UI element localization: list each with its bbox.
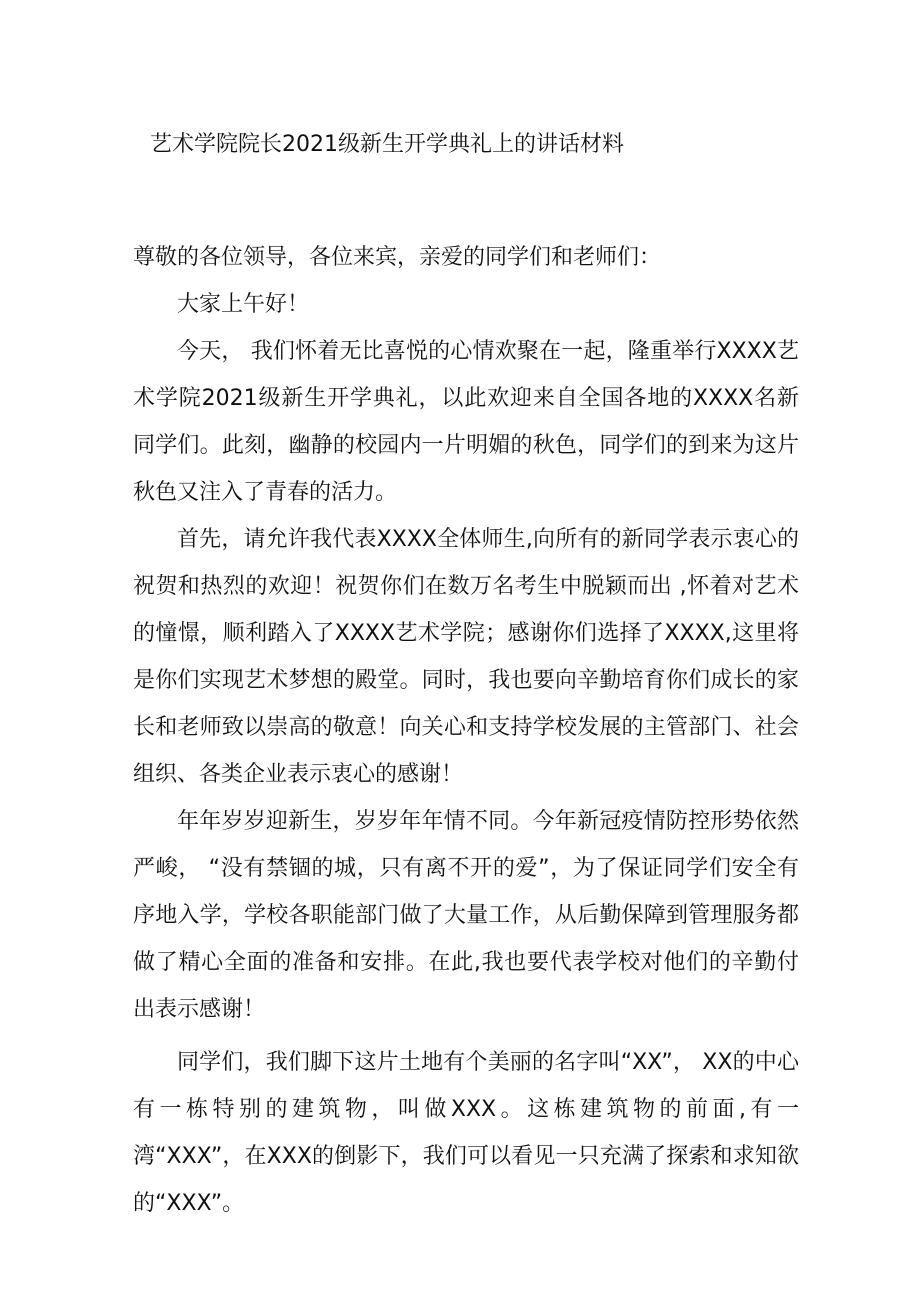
paragraph-epidemic: 年年岁岁迎新生，岁岁年年情不同。今年新冠疫情防控形势依然严峻， “没有禁锢的城，只有离不开的爱”，为了保证同学们安全有序地入学，学校各职能部门做了大量工作，从后勤保障到管理服务都做了精心全面的准备和安排。在此,我也要代表学校对他们的辛勤付出表示感谢！ [133,809,799,1022]
document-title: 艺术学院院长2021级新生开学典礼上的讲话材料 [150,132,624,157]
greeting-line: 大家上午好！ [177,292,310,317]
paragraph-campus: 同学们，我们脚下这片土地有个美丽的名字叫“XX”， XX的中心有一栋特别的建筑物，叫做XXX。这栋建筑物的前面,有一湾“XXX”，在XXX的倒影下，我们可以看见一只充满了探索和求知欲的“XXX”。 [133,1050,799,1216]
paragraph-welcome: 首先，请允许我代表XXXX全体师生,向所有的新同学表示衷心的祝贺和热烈的欢迎！祝贺你们在数万名考生中脱颖而出 ,怀着对艺术的憧憬，顺利踏入了XXXX艺术学院；感谢你们选择了XXXX,这里将是你们实现艺术梦想的殿堂。同时，我也要向辛勤培育你们成长的家长和老师致以崇高的敬意！向关心和支持学校发展的主管部门、社会组织、各类企业表示衷心的感谢！ [133,527,799,787]
salutation-line: 尊敬的各位领导，各位来宾，亲爱的同学们和老师们： [133,245,662,270]
document-body [133,234,799,1227]
paragraph-opening: 今天， 我们怀着无比喜悦的心情欢聚在一起，隆重举行XXXX艺术学院2021级新生开学典礼，以此欢迎来自全国各地的XXXX名新同学们。此刻，幽静的校园内一片明媚的秋色，同学们的到来为这片秋色又注入了青春的活力。 [133,339,799,505]
